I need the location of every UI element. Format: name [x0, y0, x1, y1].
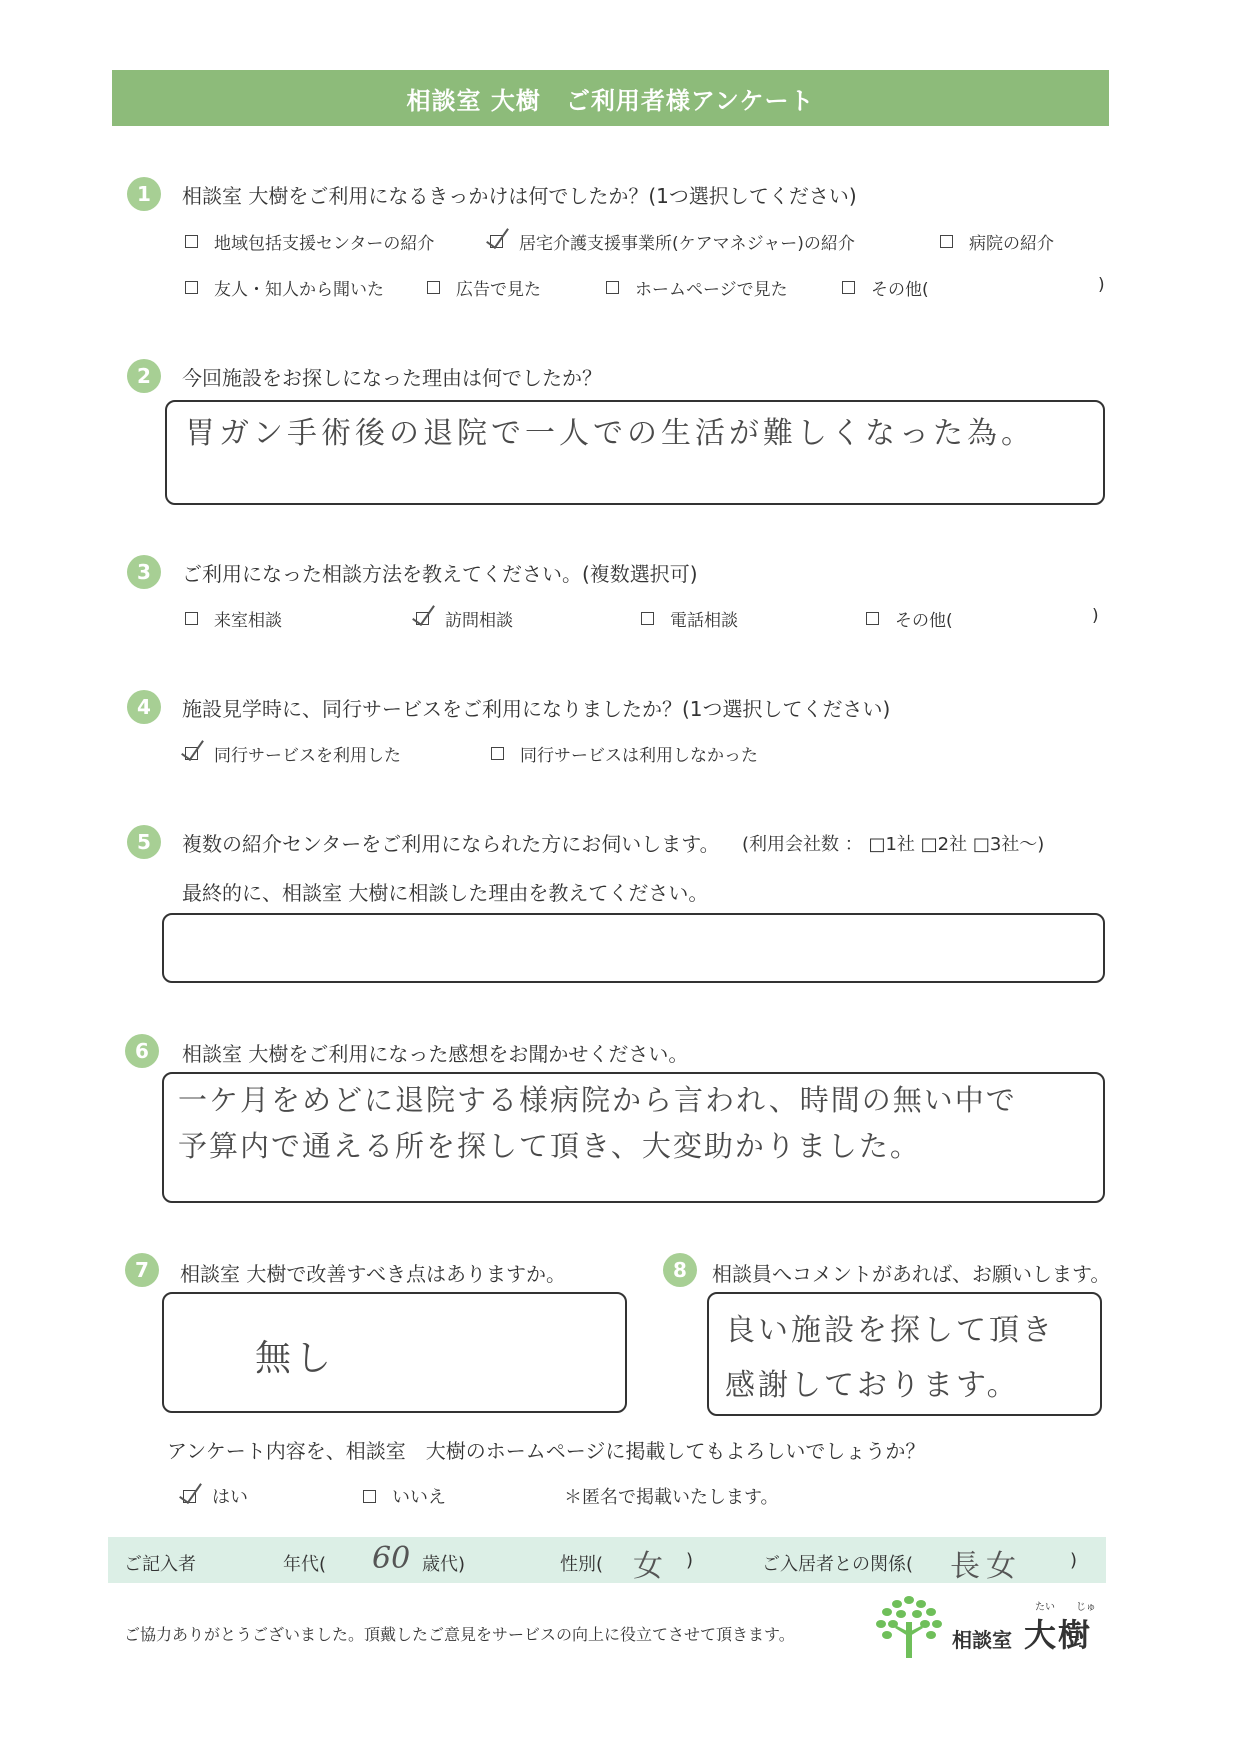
q1-option-care-manager[interactable]: 居宅介護支援事業所(ケアマネジャー)の紹介	[490, 229, 855, 254]
question-1-text: 相談室 大樹をご利用になるきっかけは何でしたか？(1つ選択してください)	[182, 184, 857, 208]
question-number-5: 5	[127, 825, 161, 859]
q1-option-friend[interactable]: 友人・知人から聞いた	[185, 275, 384, 300]
checkbox[interactable]	[842, 281, 855, 294]
relation-label: ご入居者との関係(	[762, 1554, 914, 1575]
logo-text-small: 相談室	[952, 1628, 1012, 1652]
question-8-text: 相談員へコメントがあれば、お願いします。	[712, 1262, 1111, 1286]
checkbox[interactable]	[491, 747, 504, 760]
handwritten-answer-q8-line2: 感謝しております。	[725, 1368, 1020, 1403]
checkbox[interactable]	[185, 235, 198, 248]
logo-ruby-left: たい	[1035, 1602, 1055, 1613]
question-number-3: 3	[127, 555, 161, 589]
relation-close: )	[1070, 1550, 1078, 1571]
question-5-text: 複数の紹介センターをご利用になられた方にお伺いします。	[182, 832, 720, 856]
consent-yes[interactable]: はい	[183, 1483, 248, 1509]
handwritten-answer-q6-line1: 一ケ月をめどに退院する様病院から言われ、時間の無い中で	[178, 1083, 1017, 1117]
checkbox[interactable]	[606, 281, 619, 294]
relation-value[interactable]: 長女	[950, 1549, 1022, 1584]
logo-text-large: 大樹	[1024, 1616, 1093, 1654]
q1-option-homepage[interactable]: ホームページで見た	[606, 275, 788, 300]
age-value[interactable]: 60	[372, 1541, 411, 1576]
answer-box-q5[interactable]	[162, 913, 1105, 983]
question-number-1: 1	[127, 177, 161, 211]
q4-option-not-used[interactable]: 同行サービスは利用しなかった	[491, 741, 758, 766]
checkbox[interactable]	[940, 235, 953, 248]
consent-question: アンケート内容を、相談室 大樹のホームページに掲載してもよろしいでしょうか？	[167, 1439, 926, 1463]
question-6-text: 相談室 大樹をご利用になった感想をお聞かせください。	[182, 1042, 689, 1066]
checkbox-checked[interactable]	[416, 612, 429, 625]
q1-option-community-center[interactable]: 地域包括支援センターの紹介	[185, 229, 434, 254]
q1-option-other[interactable]: その他(	[842, 275, 929, 300]
q1-other-close-paren: )	[1098, 275, 1105, 295]
question-3-text: ご利用になった相談方法を教えてください。(複数選択可)	[182, 562, 698, 586]
handwritten-answer-q8-line1: 良い施設を探して頂き	[725, 1313, 1055, 1348]
survey-title: 相談室 大樹 ご利用者様アンケート	[112, 70, 1109, 126]
thanks-message: ご協力ありがとうございました。頂戴したご意見をサービスの向上に役立てさせて頂きます。	[124, 1625, 795, 1644]
handwritten-answer-q6-line2: 予算内で通える所を探して頂き、大変助かりました。	[178, 1129, 921, 1163]
checkbox[interactable]	[363, 1490, 376, 1503]
question-5-subtext: 最終的に、相談室 大樹に相談した理由を教えてください。	[182, 881, 709, 905]
handwritten-answer-q2: 胃ガン手術後の退院で一人での生活が難しくなった為。	[185, 416, 1035, 451]
answer-box-q7[interactable]	[162, 1292, 627, 1413]
company-count-options: (利用会社数 ： □1社 □2社 □3社～)	[742, 834, 1045, 855]
checkbox[interactable]	[185, 281, 198, 294]
age-label: 年代(	[283, 1554, 327, 1575]
handwritten-answer-q7: 無し	[255, 1338, 336, 1379]
checkbox[interactable]	[866, 612, 879, 625]
checkbox[interactable]	[185, 612, 198, 625]
q1-option-advertisement[interactable]: 広告で見た	[427, 275, 541, 300]
gender-label: 性別(	[560, 1554, 604, 1575]
checkbox-checked[interactable]	[183, 1490, 196, 1503]
question-number-7: 7	[125, 1253, 159, 1287]
respondent-label: ご記入者	[124, 1554, 196, 1575]
q3-option-other[interactable]: その他(	[866, 606, 953, 631]
question-number-8: 8	[663, 1253, 697, 1287]
question-number-4: 4	[127, 690, 161, 724]
logo-ruby-right: じゅ	[1076, 1602, 1096, 1613]
q3-option-phone[interactable]: 電話相談	[641, 606, 738, 631]
checkbox[interactable]	[641, 612, 654, 625]
question-4-text: 施設見学時に、同行サービスをご利用になりましたか？(1つ選択してください)	[182, 697, 891, 721]
q1-option-hospital[interactable]: 病院の紹介	[940, 229, 1054, 254]
checkbox-checked[interactable]	[185, 747, 198, 760]
gender-value[interactable]: 女	[633, 1549, 663, 1584]
q3-other-close-paren: )	[1092, 606, 1099, 626]
consent-no[interactable]: いいえ	[363, 1483, 446, 1509]
q3-option-visit-office[interactable]: 来室相談	[185, 606, 282, 631]
question-2-text: 今回施設をお探しになった理由は何でしたか？	[182, 366, 602, 390]
question-number-6: 6	[125, 1034, 159, 1068]
checkbox[interactable]	[427, 281, 440, 294]
q4-option-used[interactable]: 同行サービスを利用した	[185, 741, 401, 766]
age-suffix: 歳代)	[422, 1554, 466, 1575]
checkbox-checked[interactable]	[490, 235, 503, 248]
question-7-text: 相談室 大樹で改善すべき点はありますか。	[180, 1262, 566, 1286]
gender-close: )	[686, 1550, 694, 1571]
anonymous-note: ＊匿名で掲載いたします。	[564, 1487, 779, 1508]
q3-option-home-visit[interactable]: 訪問相談	[416, 606, 513, 631]
question-number-2: 2	[127, 359, 161, 393]
tree-logo-icon	[873, 1592, 945, 1660]
